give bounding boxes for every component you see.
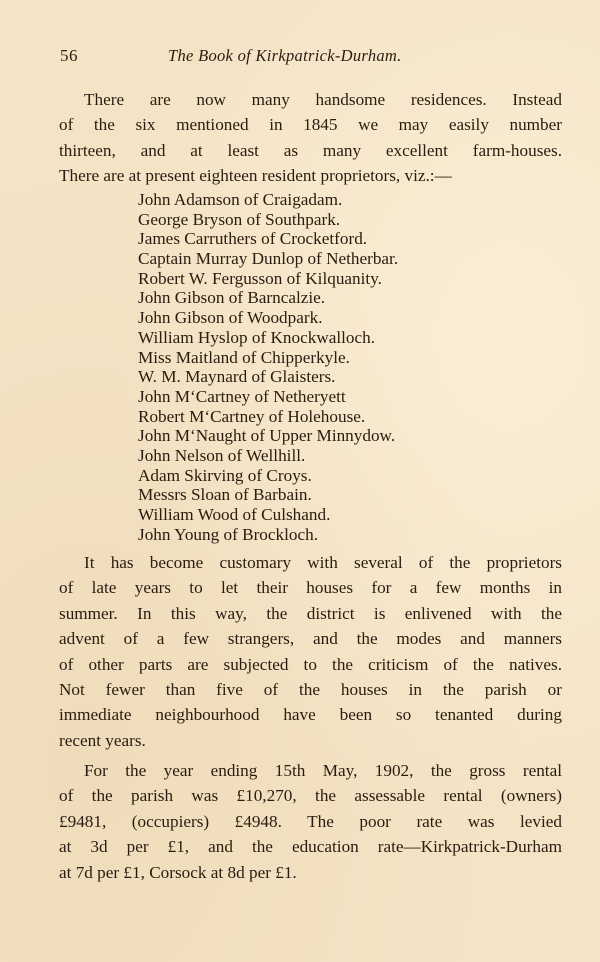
page-number: 56 [60, 46, 78, 65]
text-line: of other parts are subjected to the criticism of the natives. [59, 654, 562, 674]
proprietor-entry: John M‘Naught of Upper Minnydow. [138, 426, 396, 446]
text-line: There are at present eighteen resident proprietors, viz.:— [59, 166, 452, 186]
text-line: recent years. [59, 730, 146, 750]
text-line: For the year ending 15th May, 1902, the gross rental [84, 761, 562, 780]
proprietor-entry: John Gibson of Barncalzie. [138, 288, 326, 308]
proprietors-list [138, 190, 398, 544]
proprietor-entry: Miss Maitland of Chipperkyle. [138, 347, 350, 367]
text-line: Not fewer than five of the houses in the parish or [59, 679, 562, 699]
text-line: advent of a few strangers, and the modes and manners [59, 629, 562, 649]
proprietor-entry: John Young of Brockloch. [138, 524, 318, 544]
proprietor-entry: John M‘Cartney of Netheryett [138, 386, 346, 406]
text-line: at 3d per £1, and the education rate—Kirkpatrick-Durham [59, 837, 562, 857]
proprietor-entry: Captain Murray Dunlop of Netherbar. [138, 249, 399, 269]
proprietor-entry: W. M. Maynard of Glaisters. [138, 367, 336, 387]
text-line: £9481, (occupiers) £4948. The poor rate was levied [59, 811, 562, 831]
text-line: of the six mentioned in 1845 we may easily number [59, 115, 562, 135]
paragraph-residences [59, 87, 562, 189]
proprietor-entry: John Gibson of Woodpark. [138, 308, 323, 328]
proprietor-entry: John Adamson of Craigadam. [138, 190, 343, 209]
text-line: of late years to let their houses for a few months in [59, 578, 562, 598]
text-line: at 7d per £1, Corsock at 8d per £1. [59, 862, 297, 882]
proprietor-entry: William Wood of Culshand. [138, 505, 331, 524]
text-line: of the parish was £10,270, the assessable rental (owners) [59, 786, 562, 806]
text-line: It has become customary with several of the proprietors [84, 553, 562, 572]
proprietor-entry: James Carruthers of Crocketford. [138, 229, 368, 249]
proprietor-entry: John Nelson of Wellhill. [138, 445, 306, 465]
proprietor-entry: Adam Skirving of Croys. [138, 465, 312, 485]
running-title: The Book of Kirkpatrick-Durham. [168, 46, 402, 65]
text-line: immediate neighbourhood have been so tenanted during [59, 705, 562, 725]
proprietor-entry: Robert M‘Cartney of Holehouse. [138, 406, 366, 426]
paragraph-letting-houses [59, 550, 562, 753]
text-line: There are now many handsome residences. Instead [84, 90, 562, 109]
page-header [60, 46, 540, 70]
paragraph-rental [59, 758, 562, 885]
text-line: summer. In this way, the district is enlivened with the [59, 603, 562, 623]
text-line: thirteen, and at least as many excellent farm-houses. [59, 140, 562, 160]
proprietor-entry: George Bryson of Southpark. [138, 209, 341, 229]
proprietor-entry: William Hyslop of Knockwalloch. [138, 327, 376, 347]
proprietor-entry: Robert W. Fergusson of Kilquanity. [138, 268, 382, 288]
proprietor-entry: Messrs Sloan of Barbain. [138, 485, 312, 505]
